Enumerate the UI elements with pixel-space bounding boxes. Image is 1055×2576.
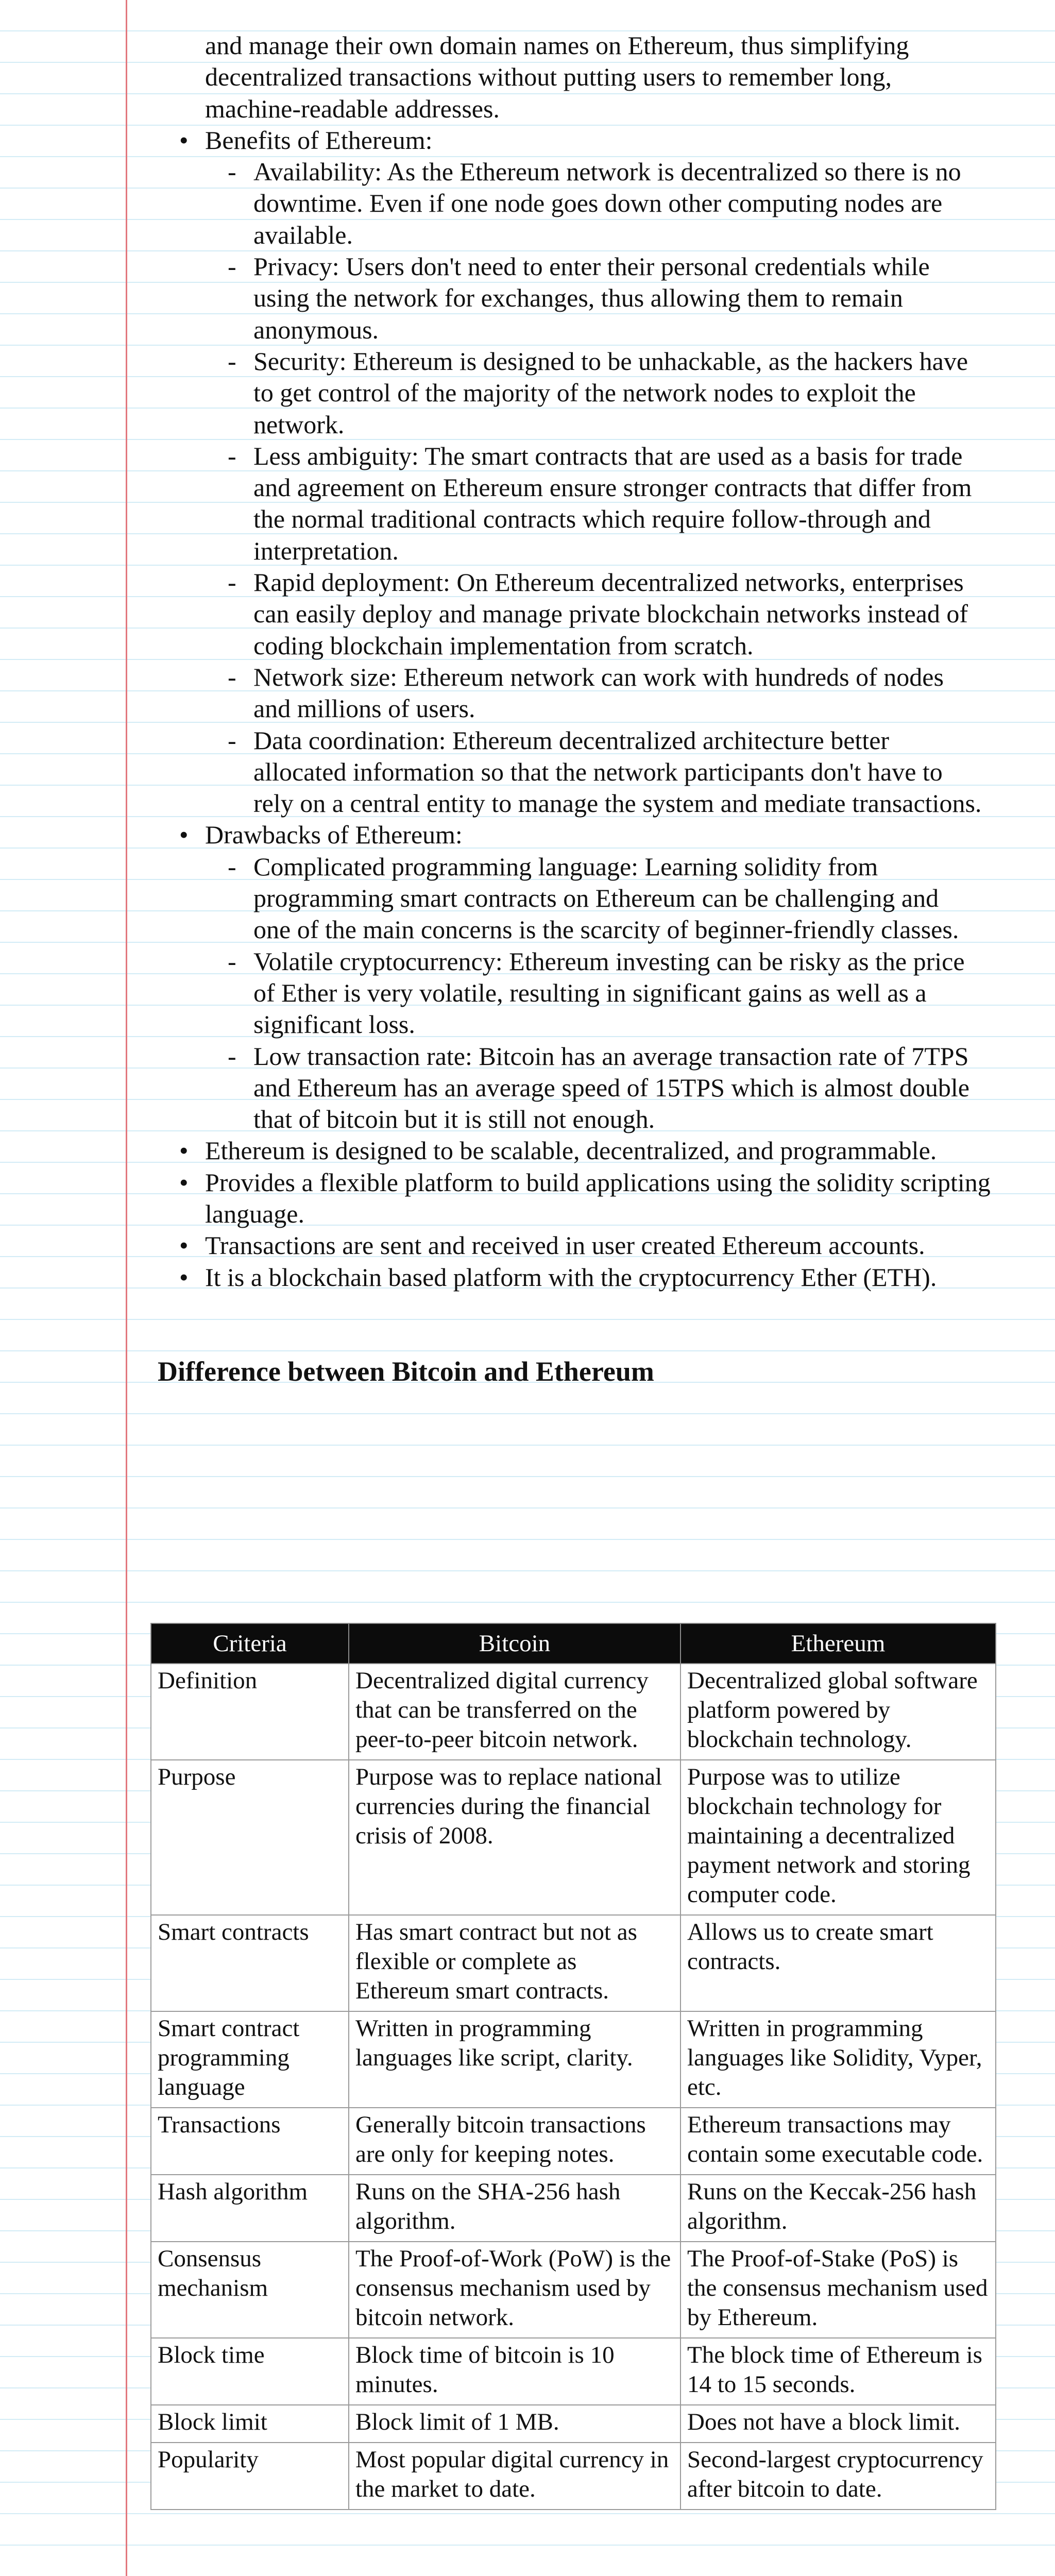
- bitcoin-cell: The Proof-of-Work (PoW) is the consensus mechanism used by bitcoin network.: [349, 2242, 680, 2338]
- drawbacks-list: [205, 851, 1002, 1136]
- ethereum-cell: Allows us to create smart contracts.: [680, 1915, 996, 2011]
- table-row: [151, 2338, 996, 2405]
- criteria-cell: Hash algorithm: [151, 2175, 349, 2242]
- notebook-margin-line: [126, 0, 127, 2576]
- bullet-item: • Provides a flexible platform to build applications using the solidity scripting language.: [158, 1167, 1002, 1230]
- bitcoin-cell: Written in programming languages like script, clarity.: [349, 2011, 680, 2108]
- benefit-item: - Privacy: Users don't need to enter their personal credentials while using the network for exchanges, thus allowing them to remain anonymous.: [205, 251, 1002, 346]
- benefits-list: [205, 156, 1002, 819]
- bitcoin-cell: Most popular digital currency in the market to date.: [349, 2443, 680, 2510]
- bullet-item: • It is a blockchain based platform with the cryptocurrency Ether (ETH).: [158, 1262, 1002, 1293]
- table-row: [151, 1664, 996, 1760]
- table-header-row: [151, 1623, 996, 1664]
- bullet-item-benefits: [158, 125, 1002, 820]
- criteria-cell: Popularity: [151, 2443, 349, 2510]
- comparison-table: [150, 1623, 996, 2510]
- bullet-item: • Transactions are sent and received in user created Ethereum accounts.: [158, 1230, 1002, 1261]
- table-row: [151, 2242, 996, 2338]
- ethereum-cell: Does not have a block limit.: [680, 2405, 996, 2443]
- criteria-cell: Smart contract programming language: [151, 2011, 349, 2108]
- criteria-cell: Consensus mechanism: [151, 2242, 349, 2338]
- section-title: Difference between Bitcoin and Ethereum: [158, 1355, 654, 1387]
- criteria-cell: Block time: [151, 2338, 349, 2405]
- table-row: [151, 2011, 996, 2108]
- header-ethereum: Ethereum: [680, 1623, 996, 1664]
- ethereum-cell: Decentralized global software platform powered by blockchain technology.: [680, 1664, 996, 1760]
- bitcoin-cell: Runs on the SHA-256 hash algorithm.: [349, 2175, 680, 2242]
- bitcoin-cell: Generally bitcoin transactions are only for keeping notes.: [349, 2108, 680, 2175]
- document-body: [158, 30, 1002, 1387]
- criteria-cell: Purpose: [151, 1760, 349, 1915]
- criteria-cell: Definition: [151, 1664, 349, 1760]
- criteria-cell: Block limit: [151, 2405, 349, 2443]
- table-row: [151, 2175, 996, 2242]
- benefit-item: - Less ambiguity: The smart contracts that are used as a basis for trade and agreement on Ethereum ensure stronger contracts that differ from the normal traditional contracts which require follow-through and interpretation.: [205, 440, 1002, 567]
- intro-continuation: and manage their own domain names on Ethereum, thus simplifying decentralized transactions without putting users to remember long, machine-readable addresses.: [205, 31, 909, 123]
- bullet-text: Drawbacks of Ethereum:: [205, 820, 463, 850]
- table-row: [151, 1760, 996, 1915]
- bitcoin-cell: Purpose was to replace national currencies during the financial crisis of 2008.: [349, 1760, 680, 1915]
- benefit-item: - Security: Ethereum is designed to be unhackable, as the hackers have to get control of the majority of the network nodes to exploit the network.: [205, 346, 1002, 440]
- benefit-item: - Data coordination: Ethereum decentralized architecture better allocated information so that the network participants don't have to rely on a central entity to manage the system and mediate transactions.: [205, 725, 1002, 820]
- bullet-item: • Ethereum is designed to be scalable, decentralized, and programmable.: [158, 1135, 1002, 1166]
- drawback-item: - Low transaction rate: Bitcoin has an average transaction rate of 7TPS and Ethereum has an average speed of 15TPS which is almost double that of bitcoin but it is still not enough.: [205, 1041, 1002, 1136]
- criteria-cell: Smart contracts: [151, 1915, 349, 2011]
- bullet-text: Benefits of Ethereum:: [205, 125, 433, 155]
- table-row: [151, 2405, 996, 2443]
- bitcoin-cell: Block limit of 1 MB.: [349, 2405, 680, 2443]
- header-bitcoin: Bitcoin: [349, 1623, 680, 1664]
- ethereum-cell: Ethereum transactions may contain some executable code.: [680, 2108, 996, 2175]
- drawback-item: - Complicated programming language: Learning solidity from programming smart contracts on Ethereum can be challenging and one of the main concerns is the scarcity of beginner-friendly classes.: [205, 851, 1002, 946]
- table-row: [151, 2443, 996, 2510]
- table-row: [151, 2108, 996, 2175]
- ethereum-cell: Second-largest cryptocurrency after bitcoin to date.: [680, 2443, 996, 2510]
- header-criteria: Criteria: [151, 1623, 349, 1664]
- bitcoin-cell: Block time of bitcoin is 10 minutes.: [349, 2338, 680, 2405]
- bullet-list: [158, 125, 1002, 1293]
- benefit-item: - Availability: As the Ethereum network is decentralized so there is no downtime. Even if one node goes down other computing nodes are available.: [205, 156, 1002, 251]
- ethereum-cell: Runs on the Keccak-256 hash algorithm.: [680, 2175, 996, 2242]
- ethereum-cell: Purpose was to utilize blockchain technology for maintaining a decentralized payment network and storing computer code.: [680, 1760, 996, 1915]
- benefit-item: - Network size: Ethereum network can work with hundreds of nodes and millions of users.: [205, 662, 1002, 725]
- bitcoin-cell: Decentralized digital currency that can be transferred on the peer-to-peer bitcoin network.: [349, 1664, 680, 1760]
- benefit-item: - Rapid deployment: On Ethereum decentralized networks, enterprises can easily deploy and manage private blockchain networks instead of coding blockchain implementation from scratch.: [205, 567, 1002, 662]
- ethereum-cell: The Proof-of-Stake (PoS) is the consensus mechanism used by Ethereum.: [680, 2242, 996, 2338]
- bitcoin-cell: Has smart contract but not as flexible or complete as Ethereum smart contracts.: [349, 1915, 680, 2011]
- ethereum-cell: The block time of Ethereum is 14 to 15 seconds.: [680, 2338, 996, 2405]
- drawback-item: - Volatile cryptocurrency: Ethereum investing can be risky as the price of Ether is very volatile, resulting in significant gains as well as a significant loss.: [205, 946, 1002, 1041]
- criteria-cell: Transactions: [151, 2108, 349, 2175]
- ethereum-cell: Written in programming languages like Solidity, Vyper, etc.: [680, 2011, 996, 2108]
- table-row: [151, 1915, 996, 2011]
- bullet-item-drawbacks: [158, 819, 1002, 1135]
